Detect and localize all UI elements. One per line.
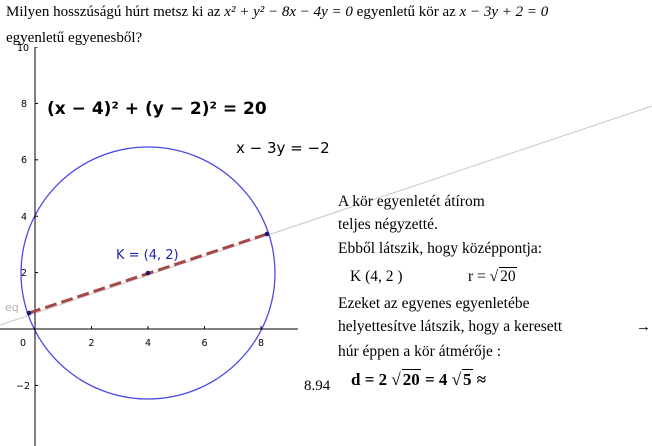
y-tick-label-8: 8 bbox=[21, 99, 28, 110]
arrow-icon: → bbox=[636, 319, 651, 335]
y-tick-label-10: 10 bbox=[17, 43, 30, 54]
circle-equation-label: (x − 4)² + (y − 2)² = 20 bbox=[47, 99, 267, 119]
x-tick-label-0: 0 bbox=[20, 338, 27, 349]
result-number: 8.94 bbox=[304, 378, 331, 394]
x-tick-label-6: 6 bbox=[201, 338, 208, 349]
explain-line-1: A kör egyenletét átírom bbox=[338, 193, 485, 210]
y-tick-label-neg2: −2 bbox=[16, 381, 31, 392]
x-tick-label-8: 8 bbox=[258, 338, 265, 349]
y-tick-label-4: 4 bbox=[21, 212, 28, 223]
radius-value: r = √ 20 bbox=[468, 268, 516, 285]
x-tick-label-4: 4 bbox=[145, 338, 152, 349]
explain-line-5: Ezeket az egyenes egyenletébe bbox=[338, 295, 530, 312]
center-value: K (4, 2 ) bbox=[350, 268, 403, 285]
explain-line-7: húr éppen a kör átmérője : bbox=[338, 343, 502, 360]
eq-label: eq bbox=[5, 301, 19, 314]
center-point-k[interactable] bbox=[146, 271, 151, 276]
y-tick-label-6: 6 bbox=[21, 155, 28, 166]
question-line-1: Milyen hosszúságú húrt metsz ki az x² + y² − 8x − 4y = 0 egyenletű kör az x − 3y + 2 = 0 bbox=[6, 4, 549, 20]
y-tick-label-2: 2 bbox=[21, 268, 28, 279]
center-label: K = (4, 2) bbox=[116, 248, 179, 263]
diameter-formula: d = 2 √ 20 = 4 √ 5 ≈ bbox=[351, 370, 487, 389]
explain-line-3: Ebből látszik, hogy középpontja: bbox=[338, 240, 543, 257]
question-line-2: egyenletű egyenesből? bbox=[6, 30, 143, 46]
x-tick-label-2: 2 bbox=[88, 338, 95, 349]
line-equation-label: x − 3y = −2 bbox=[236, 139, 330, 157]
explain-line-2: teljes négyzetté. bbox=[338, 216, 438, 233]
chord-endpoint-right[interactable] bbox=[265, 232, 270, 237]
chord-endpoint-left[interactable] bbox=[27, 311, 32, 316]
explain-line-6: helyettesítve látszik, hogy a keresett bbox=[338, 318, 563, 335]
